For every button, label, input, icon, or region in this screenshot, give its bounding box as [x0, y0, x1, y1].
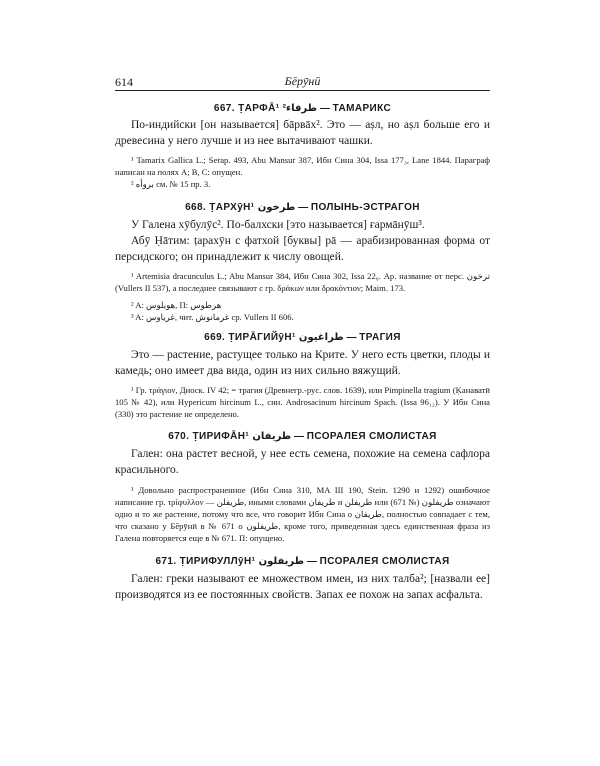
- footnote: ² A: هوبلوس, П: هرطوس: [131, 300, 222, 310]
- entry-paragraph: У Галена хӯбулӯс². По-балхски [это называется] ғармāнӯш³.: [131, 219, 425, 231]
- entry-title: 669. ṬИРĀГИЙӯН¹ طراغيون — ТРАГИЯ: [204, 332, 401, 343]
- footnote: ³ A: غرياوس, чит. غرمانوش ср. Vullers II 606.: [131, 312, 294, 322]
- footnote: ¹ Гр. τράγιον, Диоск. IV 42; = трагия (Древнегр.-рус. слов. 1639), или Pimpinella tragium (Ḳанаватӣ 105 № 42), или Hypericum hircinum L., син. Androsacinum hircinum Spach. (Issa 96₁₂). У Ибн Сина (330) это растение не определено.: [115, 385, 490, 419]
- footnote: ¹ Довольно распространенное (Ибн Сина 310, MA III 190, Stein. 1290 и 1292) ошибочное написание гр. τρίφυλλον — طريفلن, иными словами طريفان и طريفلن или طريفلون (№ 671) означают одно и то же растение, потому что все, что говорит Ибн Сина о طريفان, полностью совпадает с тем, что сказано у Бēрӯнӣ в № 671 о طريفلون, кроме того, приведенная здесь единственная фраза из Галена повторяется еще в № 671. П: опущено.: [115, 485, 490, 543]
- footnote: ¹ Tamarix Gallica L.; Serap. 493, Abu Mansur 387, Ибн Сина 304, Issa 177₃, Lane 1844. Параграф написан на полях A; B, C: опущен.: [115, 155, 490, 177]
- page-number: 614: [115, 75, 133, 89]
- page-header: [115, 70, 490, 91]
- entry-paragraph: Абӯ Ḥāтим: ṭарахӯн с фатхой [буквы] рā — арабизированная форма от персидского; он принадлежит к числу овощей.: [115, 235, 490, 263]
- footnote: ¹ Artemisia dracunculus L.; Abu Mansur 384, Ибн Сина 302, Issa 22₆. Ар. название от перс. ترخون (Vullers II 537), а последнее связывают с гр. δράκων или δρακόντιον; Maim. 173.: [115, 271, 490, 293]
- entry-title: 668. ṬАРХӯН¹ طرخون — ПОЛЫНЬ-ЭСТРАГОН: [185, 202, 420, 213]
- footnote: ² بروأه см. № 15 пр. 3.: [131, 179, 211, 189]
- entry-title: 670. ṬИРИФĀН¹ طريفان — ПСОРАЛЕЯ СМОЛИСТАЯ: [168, 431, 437, 442]
- entry-paragraph: Это — растение, растущее только на Крите. У него есть цветки, плоды и камедь; оно имеет два вида, один из них сильно вяжущий.: [115, 349, 490, 377]
- entry-paragraph: Гален: греки называют ее множеством имен, из них талба²; [назвали ее] производятся из ее постоянных свойств. Запах ее похож на запах асфальта.: [115, 573, 490, 601]
- page: [115, 70, 490, 603]
- entry-paragraph: По-индийски [он называется] бāрвāх². Это — аṣл, но аṣл больше его и древесина у него лучше и из нее вытачивают чашки.: [115, 119, 490, 147]
- entry-title: 671. ṬИРИФУЛЛӯН¹ طريفلون — ПСОРАЛЕЯ СМОЛИСТАЯ: [155, 556, 450, 567]
- running-title: Бēрӯнӣ: [284, 74, 321, 88]
- entry-title: 667. ṬАРФĀ¹ طرفاء² — ТАМАРИКС: [213, 103, 392, 114]
- entry-paragraph: Гален: она растет весной, у нее есть семена, похожие на семена сафлора красильного.: [115, 448, 490, 476]
